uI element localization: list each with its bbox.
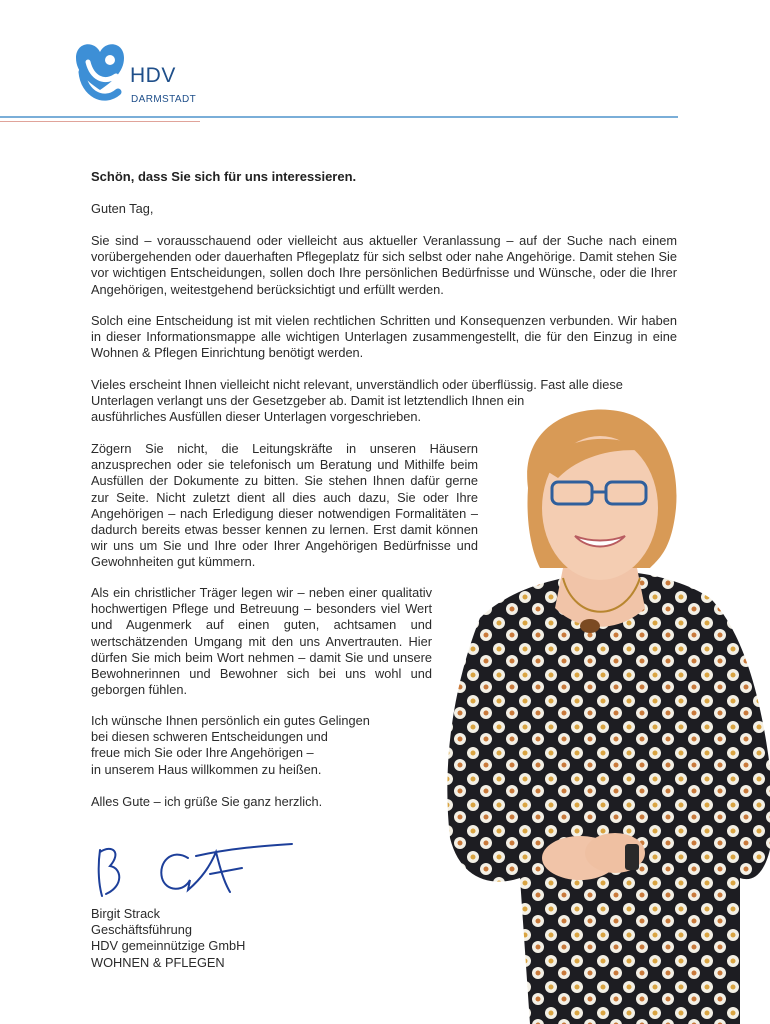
paragraph-4 (91, 441, 478, 571)
letter-heading: Schön, dass Sie sich für uns interessieren. (91, 169, 357, 184)
paragraph-6 (91, 713, 411, 778)
text-line: bei diesen schweren Entscheidungen und (91, 729, 328, 745)
paragraph-5 (91, 585, 432, 698)
paragraph-3-first-line: Vieles erscheint Ihnen vielleicht nicht relevant, unverständlich oder überflüssig. Fast alle diese (91, 377, 623, 392)
signer-title: Geschäftsführung (91, 922, 193, 938)
text-line: freue mich Sie oder Ihre Angehörigen – (91, 745, 314, 761)
logo-city: DARMSTADT (131, 94, 197, 105)
paragraph-2 (91, 313, 677, 362)
signer-company: HDV gemeinnützige GmbH (91, 938, 246, 954)
signer-block (91, 906, 245, 971)
text-line: Ich wünsche Ihnen persönlich ein gutes Gelingen (91, 713, 370, 728)
paragraph-text: Zögern Sie nicht, die Leitungskräfte in unseren Häusern anzusprechen oder sie telefonisch um Beratung und Mithilfe beim Ausfüllen der Dokumente zu bitten. Sie stehen Ihnen dafür gerne zur Seite. Nicht zuletzt dient all dies auch dazu, Sie oder Ihre Angehörigen – nach Erledigung dieser notwendigen Formalitäten – dadurch bereits etwas besser kennen zu lernen. Erst damit können wir uns um Sie und Ihre oder Ihrer Angehörigen Bedürfnisse und Gewohnheiten gut kümmern. (91, 441, 478, 570)
paragraph-1 (91, 233, 677, 298)
heart-person-icon (74, 38, 126, 106)
closing: Alles Gute – ich grüße Sie ganz herzlich. (91, 794, 323, 809)
paragraph-3-rest: Unterlagen verlangt uns der Gesetzgeber ab. Damit ist letztendlich Ihnen ein ausführliches Ausfüllen dieser Unterlagen vorgeschrieben. (91, 393, 525, 425)
paragraph-text: Sie sind – vorausschauend oder vielleicht aus aktueller Veranlassung – auf der Suche nach einem vorübergehenden oder dauerhaften Pflegeplatz für sich selbst oder nahe Angehörige. Damit stehen Sie vor wichtigen Entscheidungen, sollen doch Ihre persönlichen Bedürfnisse und Wünsche, oder die Ihrer Angehörigen, weitestgehend berücksichtigt und erfüllt werden. (91, 233, 677, 297)
portrait-photo (440, 408, 770, 1024)
signer-name: Birgit Strack (91, 906, 160, 921)
hdv-logo (74, 38, 204, 108)
paragraph-text: Als ein christlicher Träger legen wir – neben einer qualitativ hochwertigen Pflege und Betreuung – besonders viel Wert und Augenmerk auf einen guten, achtsamen und wertschätzenden Umgang mit den uns Anvertrauten. Hier dürfen Sie mich beim Wort nehmen – damit Sie und unsere Bewohnerinnen und Bewohner sich bei uns wohl und geborgen fühlen. (91, 585, 432, 698)
handwritten-signature (92, 838, 302, 902)
text-line: in unserem Haus willkommen zu heißen. (91, 761, 322, 777)
header-rule (0, 116, 678, 118)
paragraph-text: Solch eine Entscheidung ist mit vielen rechtlichen Schritten und Konsequenzen verbunden. Wir haben in dieser Informationsmappe alle wichtigen Unterlagen zusammengestellt, die für den Einzug in eine Wohnen & Pflegen Einrichtung benötigt werden. (91, 313, 677, 361)
logo-name: HDV (130, 64, 176, 87)
greeting: Guten Tag, (91, 201, 154, 216)
signer-division: WOHNEN & PFLEGEN (91, 954, 225, 970)
header-accent-rule (0, 121, 200, 122)
